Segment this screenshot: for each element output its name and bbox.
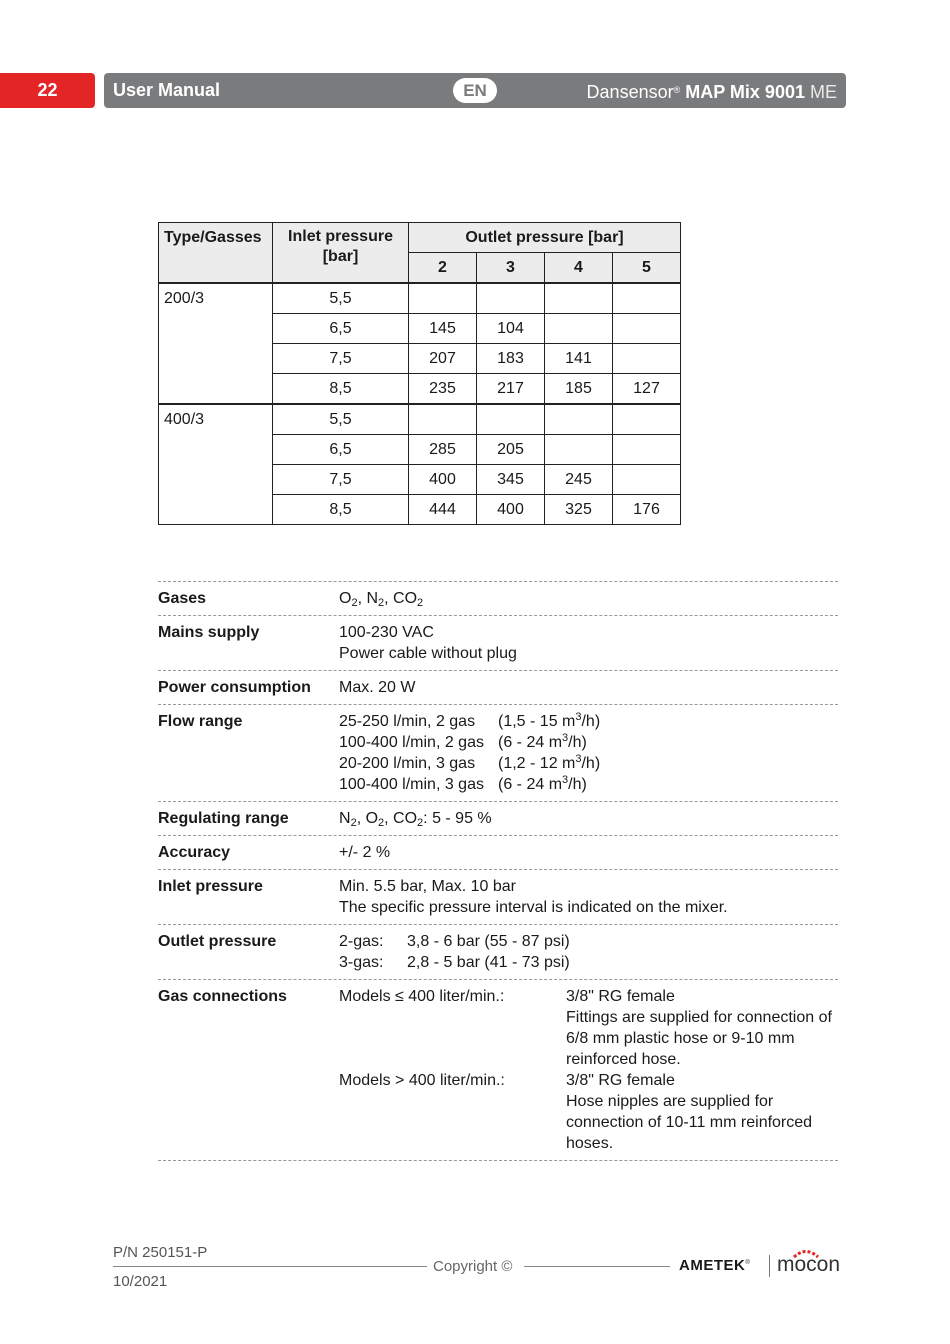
value-cell bbox=[613, 314, 681, 344]
type-cell: 400/3 bbox=[159, 404, 273, 525]
ametek-logo: AMETEK® bbox=[679, 1257, 751, 1274]
outlet-line bbox=[339, 952, 838, 973]
value-cell bbox=[613, 344, 681, 374]
inlet-cell: 7,5 bbox=[273, 465, 409, 495]
spec-label: Mains supply bbox=[158, 624, 260, 641]
spec-power-consumption bbox=[158, 670, 838, 704]
value-cell bbox=[613, 404, 681, 435]
product-name bbox=[587, 73, 837, 108]
flow-volume-unit: /h) bbox=[568, 734, 587, 751]
spec-label: Regulating range bbox=[158, 810, 289, 827]
flow-rate: 100-400 l/min, 3 gas bbox=[339, 776, 484, 793]
flow-line bbox=[339, 711, 838, 732]
table-row bbox=[159, 283, 681, 314]
copyright: Copyright © bbox=[433, 1258, 513, 1275]
gas-count: 2-gas: bbox=[339, 933, 384, 950]
value-cell: 444 bbox=[409, 495, 477, 525]
language-badge: EN bbox=[453, 78, 497, 103]
spec-gas-connections bbox=[158, 979, 838, 1161]
mocon-logo: mocon bbox=[777, 1253, 841, 1276]
inlet-cell: 5,5 bbox=[273, 283, 409, 314]
inlet-cell: 6,5 bbox=[273, 435, 409, 465]
value-cell: 345 bbox=[477, 465, 545, 495]
col-header-inlet: Inlet pressure [bar] bbox=[273, 223, 409, 284]
flow-volume-text: (6 - 24 m bbox=[498, 776, 563, 793]
col-header-outlet: Outlet pressure [bar] bbox=[409, 223, 681, 253]
connection-type: 3/8" RG female bbox=[566, 1072, 675, 1089]
value-cell: 127 bbox=[613, 374, 681, 405]
ametek-logo-text: AMETEK bbox=[679, 1257, 746, 1274]
value-cell bbox=[613, 283, 681, 314]
connection-note: Hose nipples are supplied for connection of 10-11 mm reinforced hoses. bbox=[566, 1093, 813, 1152]
flow-volume: (6 - 24 $m^3/h$) bbox=[498, 774, 587, 793]
page-number: 22 bbox=[0, 73, 95, 108]
pressure-range: 3,8 - 6 bar (55 - 87 psi) bbox=[407, 933, 570, 950]
model-range: Models ≤ 400 liter/min.: bbox=[339, 988, 505, 1005]
inlet-cell: 8,5 bbox=[273, 495, 409, 525]
value-cell: 104 bbox=[477, 314, 545, 344]
manual-title: User Manual bbox=[113, 80, 221, 100]
value-cell: 207 bbox=[409, 344, 477, 374]
type-cell: 200/3 bbox=[159, 283, 273, 404]
spec-flow-range bbox=[158, 704, 838, 801]
value-cell bbox=[545, 435, 613, 465]
value-cell: 400 bbox=[477, 495, 545, 525]
col-header-outlet-value: 5 bbox=[613, 253, 681, 284]
spec-gases bbox=[158, 581, 838, 615]
value-cell bbox=[613, 435, 681, 465]
pressure-range: 2,8 - 5 bar (41 - 73 psi) bbox=[407, 954, 570, 971]
value-cell: 145 bbox=[409, 314, 477, 344]
spec-accuracy bbox=[158, 835, 838, 869]
connection-type: 3/8" RG female bbox=[566, 988, 675, 1005]
flow-volume-text: (6 - 24 m bbox=[498, 734, 563, 751]
spec-value bbox=[339, 711, 838, 795]
value-cell: 205 bbox=[477, 435, 545, 465]
flow-rate: 100-400 l/min, 2 gas bbox=[339, 734, 484, 751]
spec-line: Min. 5.5 bar, Max. 10 bar bbox=[339, 878, 516, 895]
spec-value: +/- 2 % bbox=[339, 844, 391, 861]
spec-line: 100-230 VAC bbox=[339, 624, 434, 641]
value-cell bbox=[545, 314, 613, 344]
gas-count: 3-gas: bbox=[339, 954, 384, 971]
spec-line: Power cable without plug bbox=[339, 645, 517, 662]
flow-line bbox=[339, 774, 838, 795]
spec-value bbox=[339, 876, 838, 918]
model-range: Models > 400 liter/min.: bbox=[339, 1072, 505, 1089]
registered-mark: ® bbox=[673, 85, 681, 95]
flow-volume-text: (1,2 - 12 m bbox=[498, 755, 576, 772]
spec-label: Accuracy bbox=[158, 844, 231, 861]
logo-separator bbox=[769, 1255, 770, 1277]
spec-label: Flow range bbox=[158, 713, 243, 730]
col-header-outlet-value: 2 bbox=[409, 253, 477, 284]
spec-label: Inlet pressure bbox=[158, 878, 263, 895]
spec-label: Gases bbox=[158, 590, 207, 607]
flow-volume-unit: /h) bbox=[581, 755, 601, 772]
connection-details bbox=[566, 986, 838, 1070]
flow-volume-unit: /h) bbox=[568, 776, 587, 793]
spec-value: $O_2$, $N_2$, $CO_2$ bbox=[339, 590, 424, 609]
col-header-type: Type/Gasses bbox=[159, 223, 273, 284]
connection-note: Fittings are supplied for connection of 6/8 mm plastic hose or 9-10 mm reinforced hose. bbox=[566, 1009, 832, 1068]
spec-value bbox=[339, 622, 838, 664]
value-cell: 183 bbox=[477, 344, 545, 374]
flow-line bbox=[339, 732, 838, 753]
outlet-pressure-table bbox=[158, 222, 681, 525]
flow-volume-text: (1,5 - 15 m bbox=[498, 713, 576, 730]
value-cell bbox=[545, 404, 613, 435]
gas-connection-model bbox=[339, 986, 838, 1070]
col-header-outlet-value: 4 bbox=[545, 253, 613, 284]
footer-divider bbox=[524, 1266, 670, 1267]
spec-value bbox=[339, 931, 838, 973]
spec-outlet-pressure bbox=[158, 924, 838, 979]
header-bar bbox=[104, 73, 846, 108]
value-cell bbox=[477, 283, 545, 314]
spec-regulating-range bbox=[158, 801, 838, 835]
regulating-value: : 5 - 95 % bbox=[423, 810, 492, 827]
spec-line: The specific pressure interval is indicated on the mixer. bbox=[339, 899, 728, 916]
value-cell: 217 bbox=[477, 374, 545, 405]
gas-connection-model bbox=[339, 1070, 838, 1154]
inlet-cell: 8,5 bbox=[273, 374, 409, 405]
value-cell: 176 bbox=[613, 495, 681, 525]
value-cell: 141 bbox=[545, 344, 613, 374]
value-cell: 285 bbox=[409, 435, 477, 465]
spec-label: Power consumption bbox=[158, 679, 311, 696]
spec-inlet-pressure bbox=[158, 869, 838, 924]
flow-rate: 20-200 l/min, 3 gas bbox=[339, 755, 476, 772]
value-cell bbox=[477, 404, 545, 435]
table-row bbox=[159, 404, 681, 435]
spec-mains-supply bbox=[158, 615, 838, 670]
col-header-outlet-value: 3 bbox=[477, 253, 545, 284]
flow-volume: (1,2 - 12 $m^3/h$) bbox=[498, 753, 601, 772]
flow-line bbox=[339, 753, 838, 774]
inlet-cell: 7,5 bbox=[273, 344, 409, 374]
value-cell bbox=[545, 283, 613, 314]
product-model: MAP Mix 9001 bbox=[685, 82, 805, 102]
value-cell: 235 bbox=[409, 374, 477, 405]
flow-volume: (6 - 24 $m^3/h$) bbox=[498, 732, 587, 751]
outlet-line bbox=[339, 931, 838, 952]
value-cell: 400 bbox=[409, 465, 477, 495]
value-cell bbox=[409, 404, 477, 435]
spec-value bbox=[339, 986, 838, 1154]
flow-volume-unit: /h) bbox=[581, 713, 601, 730]
specifications-list bbox=[158, 581, 838, 1161]
value-cell bbox=[613, 465, 681, 495]
spec-value: Max. 20 W bbox=[339, 679, 416, 696]
spec-value: $N_2$, $O_2$, $CO_2$: 5 - 95 % bbox=[339, 810, 492, 829]
connection-details bbox=[566, 1070, 838, 1154]
inlet-cell: 6,5 bbox=[273, 314, 409, 344]
flow-rate: 25-250 l/min, 2 gas bbox=[339, 713, 476, 730]
flow-volume: (1,5 - 15 $m^3/h$) bbox=[498, 711, 601, 730]
spec-label: Outlet pressure bbox=[158, 933, 277, 950]
revision-date: 10/2021 bbox=[113, 1273, 168, 1290]
footer-divider bbox=[113, 1266, 427, 1267]
value-cell: 185 bbox=[545, 374, 613, 405]
spec-label: Gas connections bbox=[158, 988, 287, 1005]
product-brand: Dansensor bbox=[586, 82, 674, 102]
inlet-cell: 5,5 bbox=[273, 404, 409, 435]
part-number: P/N 250151-P bbox=[113, 1244, 208, 1261]
product-suffix: ME bbox=[810, 82, 837, 102]
value-cell: 245 bbox=[545, 465, 613, 495]
value-cell: 325 bbox=[545, 495, 613, 525]
value-cell bbox=[409, 283, 477, 314]
